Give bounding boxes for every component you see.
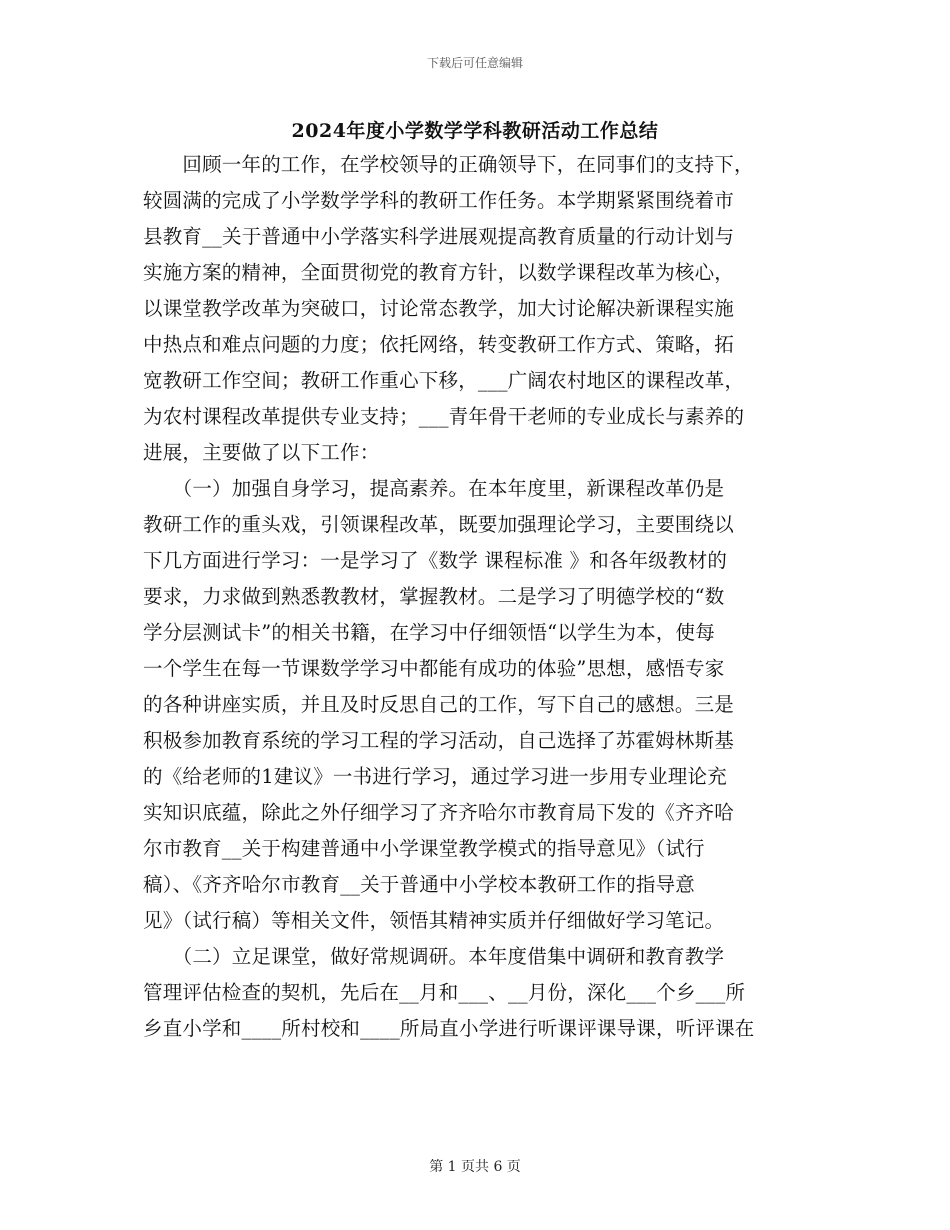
body-line: 实施方案的精神，全面贯彻党的教育方针，以数学课程改革为核心， [143,261,735,284]
body-line: 积极参加教育系统的学习工程的学习活动，自己选择了苏霍姆林斯基 [143,729,735,752]
body-line: （一）加强自身学习，提高素养。在本年度里，新课程改革仍是 [143,477,725,500]
body-line: 较圆满的完成了小学数学学科的教研工作任务。本学期紧紧围绕着市 [143,189,735,212]
body-line: （二）立足课堂，做好常规调研。本年度借集中调研和教育教学 [143,945,725,968]
body-line: 宽教研工作空间；教研工作重心下移，___广阔农村地区的课程改革， [143,369,745,392]
body-line: 以课堂教学改革为突破口，讨论常态教学，加大讨论解决新课程实施 [143,297,735,320]
body-line: 一个学生在每一节课数学学习中都能有成功的体验”思想，感悟专家 [143,657,725,680]
body-line: 的各种讲座实质，并且及时反思自己的工作，写下自己的感想。三是 [143,693,735,716]
body-line: 回顾一年的工作，在学校领导的正确领导下，在同事们的支持下， [143,153,754,176]
body-line: 实知识底蕴，除此之外仔细学习了齐齐哈尔市教育局下发的《齐齐哈 [143,801,735,824]
body-line: 进展，主要做了以下工作： [143,441,380,464]
body-line: 为农村课程改革提供专业支持；___青年骨干老师的专业成长与素养的 [143,405,745,428]
body-line: 县教育__关于普通中小学落实科学进展观提高教育质量的行动计划与 [143,225,735,248]
page-footer: 第 1 页共 6 页 [429,1159,521,1175]
body-line: 稿）、《齐齐哈尔市教育__关于普通中小学校本教研工作的指导意 [143,873,696,896]
body-line: 的《给老师的1建议》一书进行学习，通过学习进一步用专业理论充 [143,765,727,788]
page-header: 下载后可任意编辑 [426,56,523,70]
body-line: 尔市教育__关于构建普通中小学课堂教学模式的指导意见》（试行 [143,837,705,860]
body-line: 下几方面进行学习：一是学习了《数学 课程标准 》和各年级教材的 [143,549,728,572]
body-line: 要求，力求做到熟悉教教材，掌握教材。二是学习了明德学校的“数 [143,585,725,608]
document-title: 2024年度小学数学学科教研活动工作总结 [291,120,659,142]
body-line: 教研工作的重头戏，引领课程改革，既要加强理论学习，主要围绕以 [143,513,735,536]
body-line: 乡直小学和____所村校和____所局直小学进行听课评课导课，听评课在 [143,1017,755,1040]
body-line: 中热点和难点问题的力度；依托网络，转变教研工作方式、策略，拓 [143,333,735,356]
body-line: 管理评估检查的契机，先后在__月和___、__月份，深化___个乡___所 [143,981,746,1004]
document-body [143,147,811,1047]
body-line: 见》（试行稿）等相关文件，领悟其精神实质并仔细做好学习笔记。 [143,909,725,932]
body-line: 学分层测试卡”的相关书籍，在学习中仔细领悟“以学生为本，使每 [143,621,715,644]
